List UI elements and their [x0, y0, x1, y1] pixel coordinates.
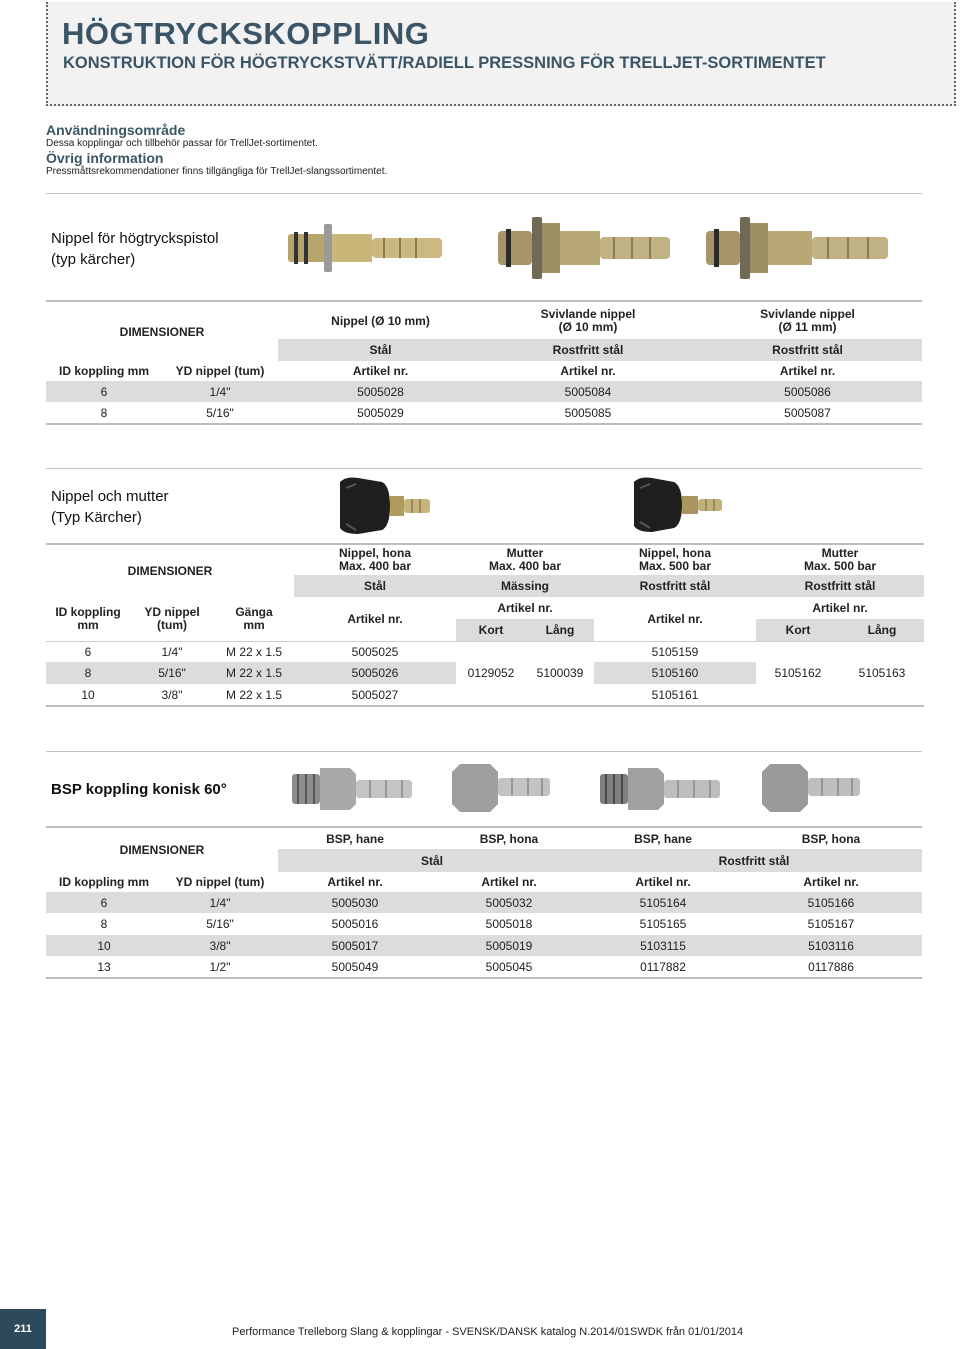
cell-article: 5105161 [651, 687, 699, 702]
page-subtitle: KONSTRUKTION FÖR HÖGTRYCKSTVÄTT/RADIELL PRESSNING FÖR TRELLJET-SORTIMENTET [63, 54, 826, 72]
product-name-line2: Max. 500 bar [638, 559, 712, 573]
section1-title-line1: Nippel för högtryckspistol [51, 230, 219, 247]
col-header-long: Lång [526, 619, 594, 641]
cell-article: 0129052 [456, 662, 526, 684]
cell-yd: 5/16" [206, 405, 234, 420]
cell-article [456, 684, 526, 706]
cell-article [756, 684, 840, 706]
product-name-line2: Max. 500 bar [803, 559, 877, 573]
col-header-yd: YD nippel (tum) [175, 364, 265, 378]
dimensions-label: DIMENSIONER [119, 324, 205, 339]
cell-thread: M 22 x 1.5 [225, 687, 283, 702]
material-label: Stål [294, 575, 456, 597]
product-name-line1: Nippel (Ø 10 mm) [331, 313, 430, 328]
col-header-article: Artikel nr. [497, 601, 553, 615]
cell-article: 0117882 [640, 959, 686, 974]
material-label: Rostfritt stål [586, 849, 922, 872]
product-name [594, 544, 756, 575]
cell-article: 5005049 [331, 959, 379, 974]
cell-article: 5105160 [651, 666, 699, 680]
col-header-short: Kort [456, 619, 526, 641]
cell-article: 5005084 [564, 384, 612, 399]
cell-yd: 5/16" [158, 666, 186, 680]
cell-thread: M 22 x 1.5 [225, 644, 283, 659]
col-header-yd [130, 597, 214, 641]
bsp-male-steel-image [292, 764, 414, 814]
cell-article: 0117886 [808, 959, 854, 974]
col-header-thread-line1: Gänga [235, 604, 273, 619]
cell-article: 5005027 [351, 687, 399, 702]
table-row [46, 684, 924, 706]
col-header-yd-line2: (tum) [157, 617, 187, 632]
product-name-line1: Mutter [821, 546, 859, 560]
cell-id: 6 [100, 895, 108, 910]
cell-article: 5005018 [485, 917, 533, 931]
col-header-article: Artikel nr. [779, 364, 836, 378]
cell-article: 5005029 [357, 405, 404, 420]
divider [46, 468, 922, 469]
other-info-heading: Övrig information [46, 150, 164, 166]
cell-article: 5100039 [526, 662, 594, 684]
col-header-article: Artikel nr. [352, 364, 409, 378]
product-name: BSP, hona [479, 831, 539, 846]
section1-table [46, 300, 922, 425]
col-header-thread [214, 597, 294, 641]
cell-id: 13 [97, 959, 111, 974]
product-name-line1: Nippel, hona [639, 546, 711, 560]
usage-heading: Användningsområde [46, 122, 186, 138]
col-header-id: ID koppling mm [59, 364, 149, 378]
cell-yd: 1/4" [209, 895, 231, 910]
cell-article: 5105163 [840, 662, 924, 684]
col-header-id-line1: ID koppling [55, 604, 121, 619]
col-header-article: Artikel nr. [560, 364, 616, 378]
table-row [46, 935, 922, 956]
cell-article: 5005032 [485, 895, 533, 910]
col-header-article: Artikel nr. [647, 611, 703, 626]
cell-article: 5105167 [807, 917, 855, 931]
cell-article [840, 641, 924, 662]
swivel-nipple-11-image [706, 213, 892, 283]
table-row [46, 913, 922, 935]
table-row [46, 381, 922, 402]
table-row [46, 892, 922, 913]
col-header-yd-line1: YD nippel [144, 604, 200, 619]
material-label: Stål [278, 339, 483, 361]
cell-article: 5005025 [351, 644, 399, 659]
cell-yd: 1/2" [209, 959, 231, 974]
section2-title-line2: (Typ Kärcher) [51, 509, 142, 526]
material-label: Stål [278, 849, 586, 872]
col-header-article: Artikel nr. [635, 875, 691, 889]
cell-id: 6 [100, 384, 108, 399]
cell-article: 5005030 [331, 895, 379, 910]
usage-text: Dessa kopplingar och tillbehör passar för TrellJet-sortimentet. [46, 138, 318, 149]
cell-article: 5005087 [784, 405, 831, 420]
col-header-id [46, 597, 130, 641]
section2-title [51, 486, 169, 528]
nipple-nut-steel-image [336, 474, 432, 538]
cell-article: 5005086 [784, 384, 831, 399]
cell-article: 5005085 [564, 405, 612, 420]
cell-article: 5005019 [485, 938, 533, 953]
footer-text: Performance Trelleborg Slang & kopplingar - SVENSK/DANSK katalog N.2014/01SWDK från 01/01/2014 [232, 1326, 744, 1338]
other-info-text: Pressmåttsrekommendationer finns tillgängliga för TrellJet-slangssortimentet. [46, 166, 388, 177]
cell-article: 5005045 [485, 959, 533, 974]
cell-article [456, 641, 526, 662]
product-name [693, 301, 922, 339]
cell-yd: 3/8" [161, 687, 183, 702]
table-row [46, 662, 924, 684]
cell-article: 5005026 [351, 666, 399, 680]
cell-id: 8 [100, 917, 108, 931]
material-label: Rostfritt stål [756, 575, 924, 597]
col-header-article: Artikel nr. [803, 875, 859, 889]
product-name [456, 544, 594, 575]
col-header-thread-line2: mm [243, 617, 265, 632]
material-label: Rostfritt stål [594, 575, 756, 597]
product-name-line2: Max. 400 bar [488, 559, 562, 573]
cell-article [526, 641, 594, 662]
section1-title-line2: (typ kärcher) [51, 251, 136, 268]
material-label: Rostfritt stål [693, 339, 922, 361]
section3-title: BSP koppling konisk 60° [51, 781, 227, 798]
material-label: Rostfritt stål [483, 339, 693, 361]
cell-id: 8 [100, 405, 108, 420]
info-block [46, 122, 646, 178]
table-row [46, 641, 924, 662]
product-name [483, 301, 693, 339]
col-header-short: Kort [756, 619, 840, 641]
col-header-article: Artikel nr. [347, 611, 403, 626]
table-row [46, 402, 922, 424]
section2-table [46, 543, 924, 707]
product-name-line2: (Ø 10 mm) [558, 319, 618, 334]
product-name: BSP, hane [326, 831, 384, 846]
section2-title-line1: Nippel och mutter [51, 488, 169, 505]
cell-article: 5103115 [640, 938, 686, 953]
cell-article: 5005016 [331, 917, 379, 931]
cell-article: 5005017 [331, 938, 379, 953]
product-name-line2: (Ø 11 mm) [778, 319, 837, 334]
cell-article: 5103116 [808, 938, 854, 953]
cell-id: 10 [81, 687, 95, 702]
product-name: BSP, hane [634, 831, 692, 846]
cell-article [840, 684, 924, 706]
col-header-article: Artikel nr. [327, 875, 383, 889]
swivel-nipple-10-image [498, 213, 674, 283]
product-name-line2: Max. 400 bar [338, 559, 412, 573]
cell-id: 6 [84, 644, 92, 659]
nipple-image [288, 220, 448, 276]
product-name-line1: Mutter [506, 546, 544, 560]
cell-article: 5105164 [639, 895, 687, 910]
nipple-nut-stainless-image [630, 474, 726, 536]
material-label: Mässing [456, 575, 594, 597]
cell-thread: M 22 x 1.5 [225, 666, 283, 680]
product-name: BSP, hona [801, 831, 861, 846]
page-number: 211 [0, 1309, 46, 1349]
cell-yd: 1/4" [161, 644, 183, 659]
dimensions-label: DIMENSIONER [127, 564, 213, 578]
cell-yd: 1/4" [209, 384, 231, 399]
cell-id: 8 [84, 666, 92, 680]
product-name [756, 544, 924, 575]
cell-article: 5105166 [807, 895, 855, 910]
cell-article: 5105165 [639, 917, 687, 931]
col-header-id: ID koppling mm [59, 875, 149, 889]
col-header-id-line2: mm [77, 617, 99, 632]
cell-article [756, 641, 840, 662]
product-name-line1: Svivlande nippel [760, 306, 855, 321]
table-row [46, 956, 922, 978]
bsp-male-stainless-image [600, 764, 722, 814]
section1-title [51, 228, 219, 270]
cell-yd: 5/16" [206, 917, 234, 931]
col-header-yd: YD nippel (tum) [175, 875, 265, 889]
product-name [278, 301, 483, 339]
product-name [294, 544, 456, 575]
bsp-female-steel-image [452, 760, 552, 814]
product-name-line1: Nippel, hona [339, 546, 411, 560]
cell-article: 5105159 [651, 644, 699, 659]
cell-yd: 3/8" [209, 938, 231, 953]
page-title: HÖGTRYCKSKOPPLING [62, 16, 430, 51]
divider [46, 193, 922, 194]
cell-article [526, 684, 594, 706]
col-header-article: Artikel nr. [481, 875, 537, 889]
col-header-long: Lång [840, 619, 924, 641]
dimensions-label: DIMENSIONER [119, 843, 205, 857]
bsp-female-stainless-image [762, 760, 862, 814]
cell-article: 5005028 [357, 384, 404, 399]
product-name-line1: Svivlande nippel [540, 306, 636, 321]
section3-table [46, 826, 922, 979]
page-header [46, 2, 956, 106]
cell-article: 5105162 [756, 662, 840, 684]
divider [46, 751, 922, 752]
cell-id: 10 [97, 938, 111, 953]
col-header-article: Artikel nr. [812, 601, 868, 615]
